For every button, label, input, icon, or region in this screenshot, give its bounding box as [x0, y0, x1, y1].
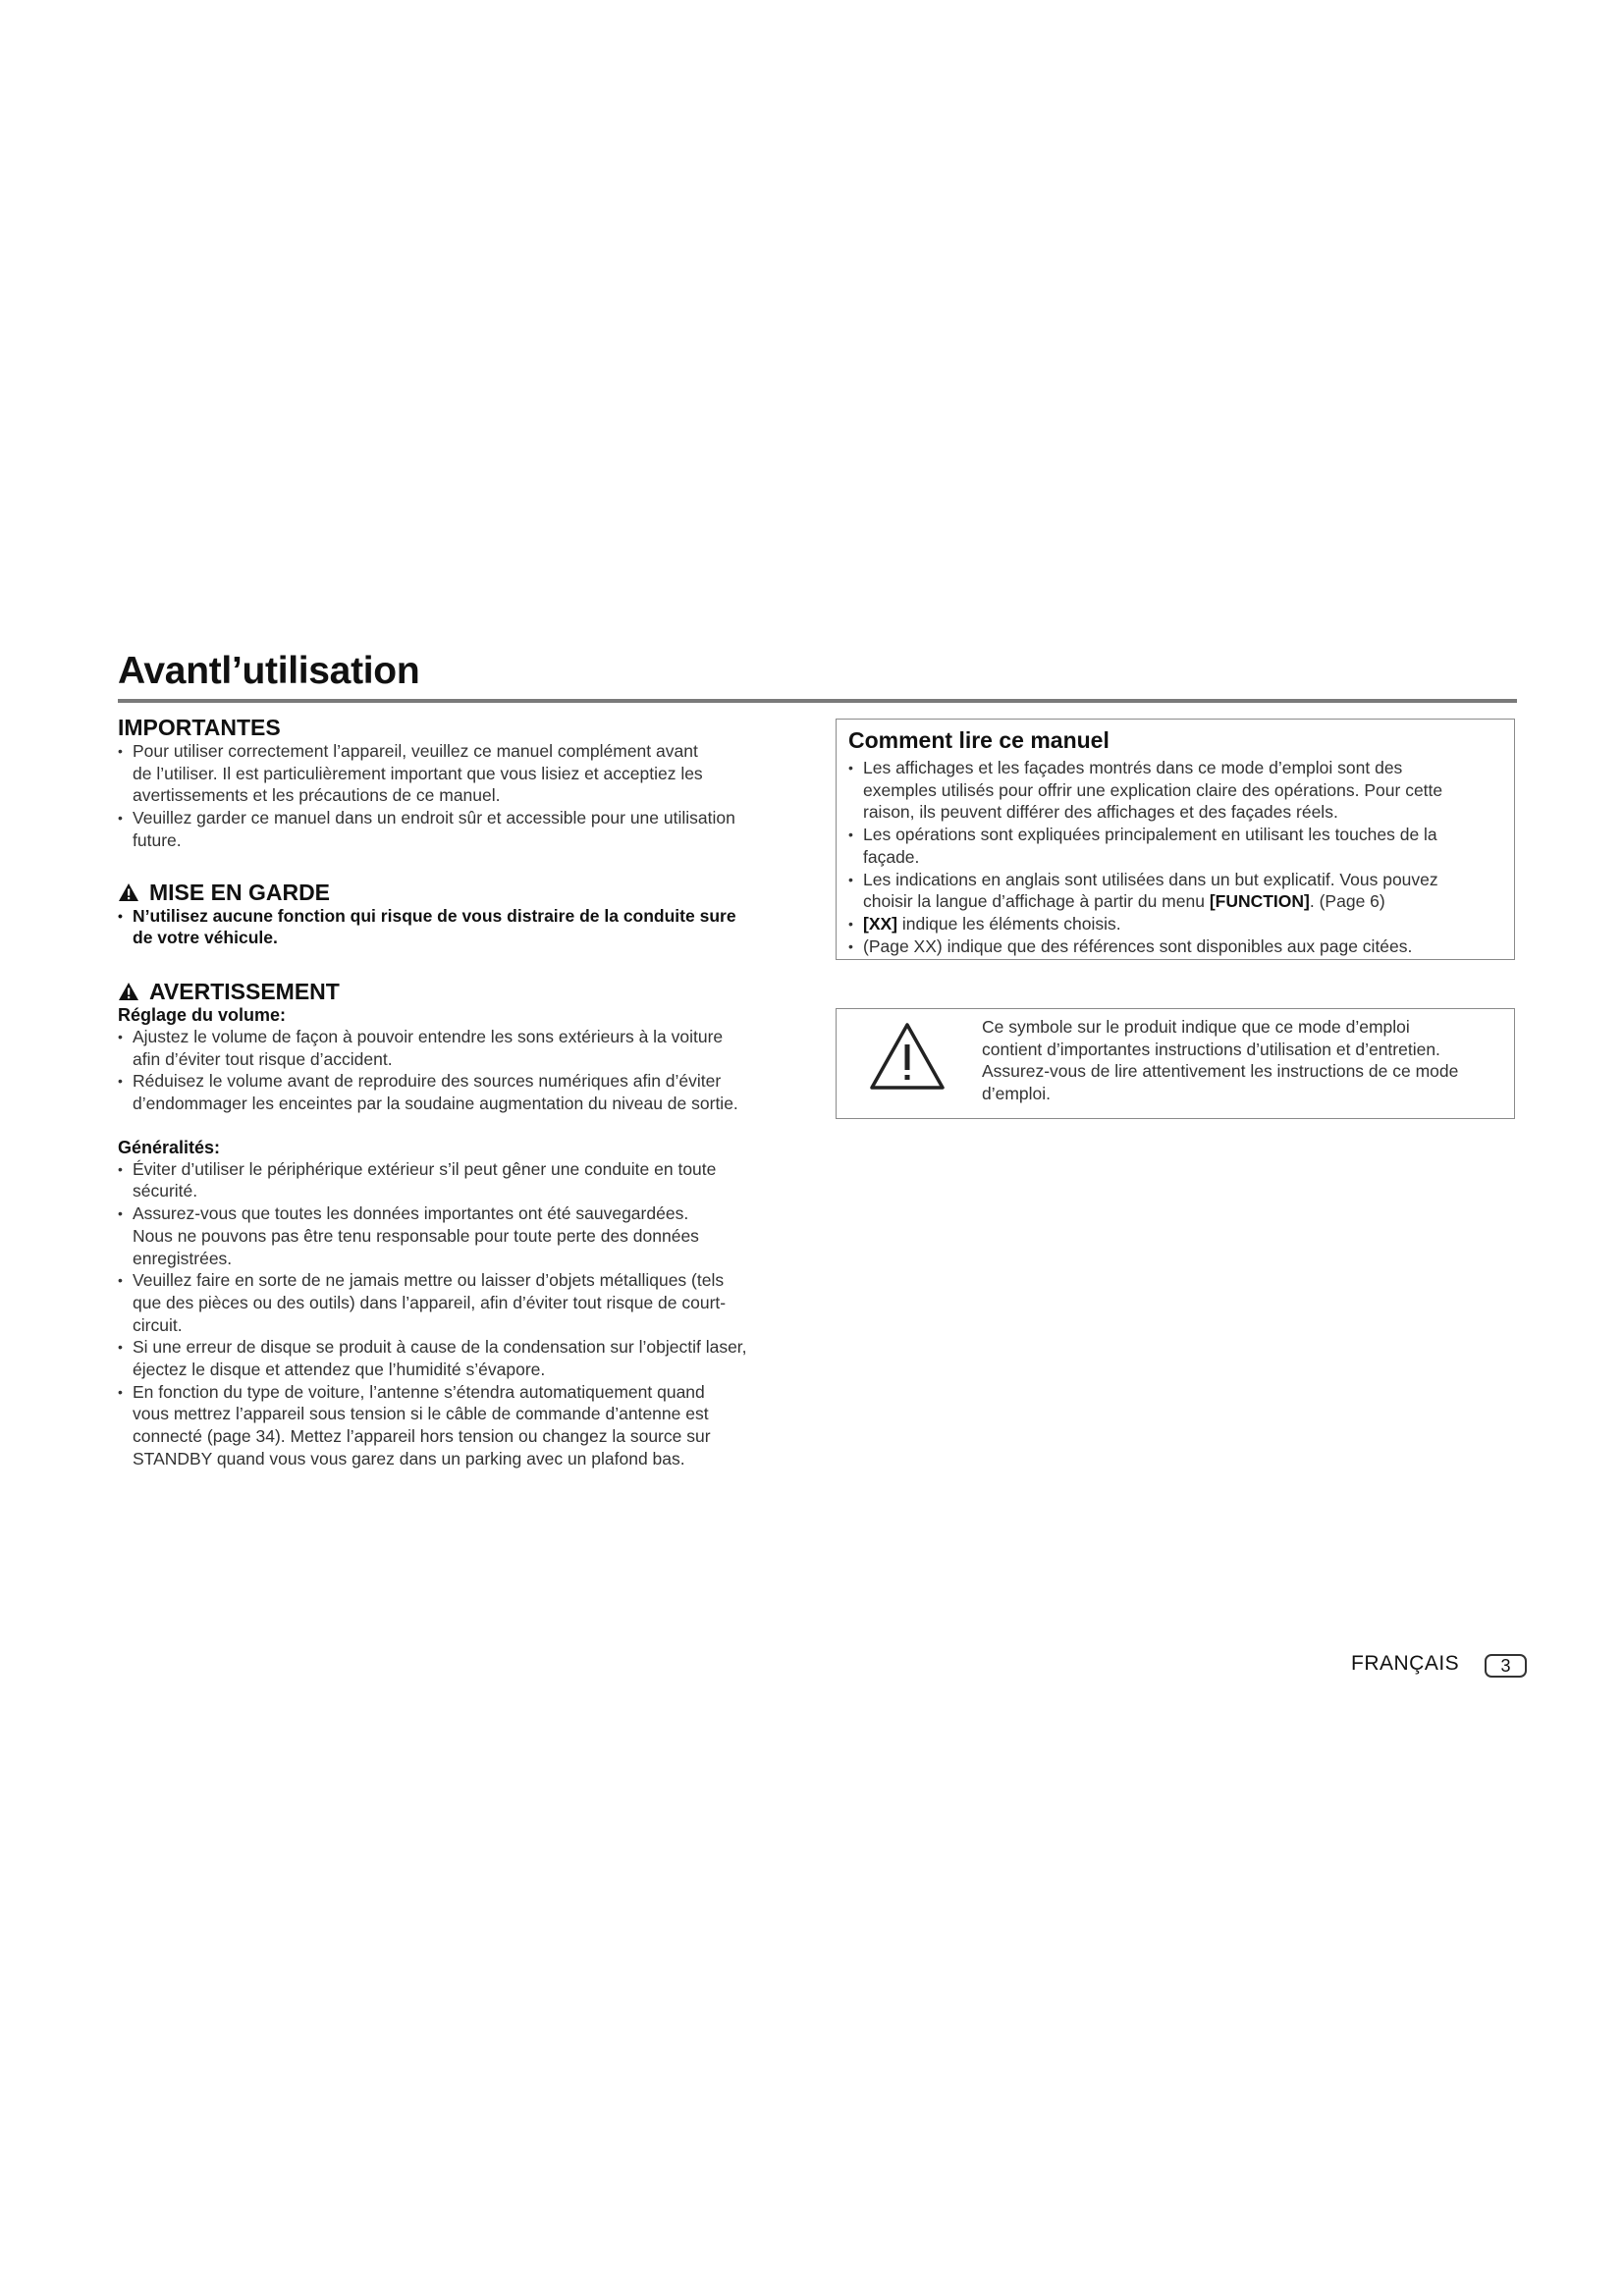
list-item: • Éviter d’utiliser le périphérique extérieur s’il peut gêner une conduite en toute sécurité. — [118, 1158, 805, 1202]
mise-en-garde-list — [118, 905, 805, 949]
avertissement-heading — [118, 979, 805, 1004]
page-title: Avantl’utilisation — [118, 650, 420, 692]
volume-subheading: Réglage du volume: — [118, 1004, 287, 1025]
list-item: • Réduisez le volume avant de reproduire des sources numériques afin d’éviter d’endommager les enceintes par la soudaine augmentation du niveau de sortie. — [118, 1070, 805, 1114]
selected-item-key-label: [XX] — [863, 913, 897, 934]
avertissement-label: AVERTISSEMENT — [149, 978, 340, 1004]
list-item: • N’utilisez aucune fonction qui risque de vous distraire de la conduite sure de votre véhicule. — [118, 905, 805, 949]
title-divider — [118, 699, 1517, 703]
list-item: • En fonction du type de voiture, l’antenne s’étendra automatiquement quand vous mettrez l’appareil sous tension si le câble de commande d’antenne est connecté (page 34). Mettez l’appareil hors tension ou changez la source sur STANDBY quand vous vous garez dans un parking avec un plafond bas. — [118, 1381, 805, 1470]
list-item: • Veuillez garder ce manuel dans un endroit sûr et accessible pour une utilisation future. — [118, 807, 805, 851]
list-item: • (Page XX) indique que des références sont disponibles aux page citées. — [848, 935, 1502, 958]
list-item: • Ajustez le volume de façon à pouvoir entendre les sons extérieurs à la voiture afin d’éviter tout risque d’accident. — [118, 1026, 805, 1070]
volume-list — [118, 1026, 805, 1115]
function-key-label: [FUNCTION] — [1209, 891, 1310, 912]
how-to-read-heading: Comment lire ce manuel — [848, 727, 1110, 753]
list-item: • [XX] indique les éléments choisis. — [848, 913, 1502, 935]
warning-triangle-icon — [118, 982, 139, 1001]
page-number: 3 — [1485, 1654, 1527, 1678]
importantes-heading: IMPORTANTES — [118, 715, 281, 740]
list-item: • Assurez-vous que toutes les données importantes ont été sauvegardées. Nous ne pouvons pas être tenu responsable pour toute perte des données enregistrées. — [118, 1202, 805, 1269]
how-to-read-box — [836, 719, 1515, 960]
symbol-notice-text: Ce symbole sur le produit indique que ce mode d’emploi contient d’importantes instructions d’utilisation et d’entretien. Assurez-vous de lire attentivement les instructions de ce mode d’emploi. — [982, 1017, 1459, 1104]
caution-triangle-icon — [868, 1021, 947, 1092]
warning-triangle-icon — [118, 882, 139, 902]
general-list — [118, 1158, 805, 1470]
list-item: • Les indications en anglais sont utilisées dans un but explicatif. Vous pouvez choisir la langue d’affichage à partir du menu [FUNCTION]. (Page 6) — [848, 869, 1502, 913]
left-column — [118, 715, 805, 1470]
mise-en-garde-heading — [118, 880, 805, 905]
importantes-list — [118, 740, 805, 852]
general-subheading: Généralités: — [118, 1137, 221, 1157]
symbol-notice-box — [836, 1008, 1515, 1119]
list-item: • Pour utiliser correctement l’appareil, veuillez ce manuel complément avant de l’utiliser. Il est particulièrement important que vous lisiez et acceptiez les avertissements et les précautions de ce manuel. — [118, 740, 805, 807]
footer-language: FRANÇAIS — [1351, 1652, 1460, 1675]
list-item: • Les opérations sont expliquées principalement en utilisant les touches de la façade. — [848, 824, 1502, 868]
how-to-read-list — [848, 757, 1502, 957]
mise-en-garde-label: MISE EN GARDE — [149, 879, 331, 905]
list-item: • Si une erreur de disque se produit à cause de la condensation sur l’objectif laser, éjectez le disque et attendez que l’humidité s’évapore. — [118, 1336, 805, 1380]
list-item: • Veuillez faire en sorte de ne jamais mettre ou laisser d’objets métalliques (tels que des pièces ou des outils) dans l’appareil, afin d’éviter tout risque de court- circuit. — [118, 1269, 805, 1336]
list-item: • Les affichages et les façades montrés dans ce mode d’emploi sont des exemples utilisés pour offrir une explication claire des opérations. Pour cette raison, ils peuvent différer des affichages et des façades réels. — [848, 757, 1502, 824]
